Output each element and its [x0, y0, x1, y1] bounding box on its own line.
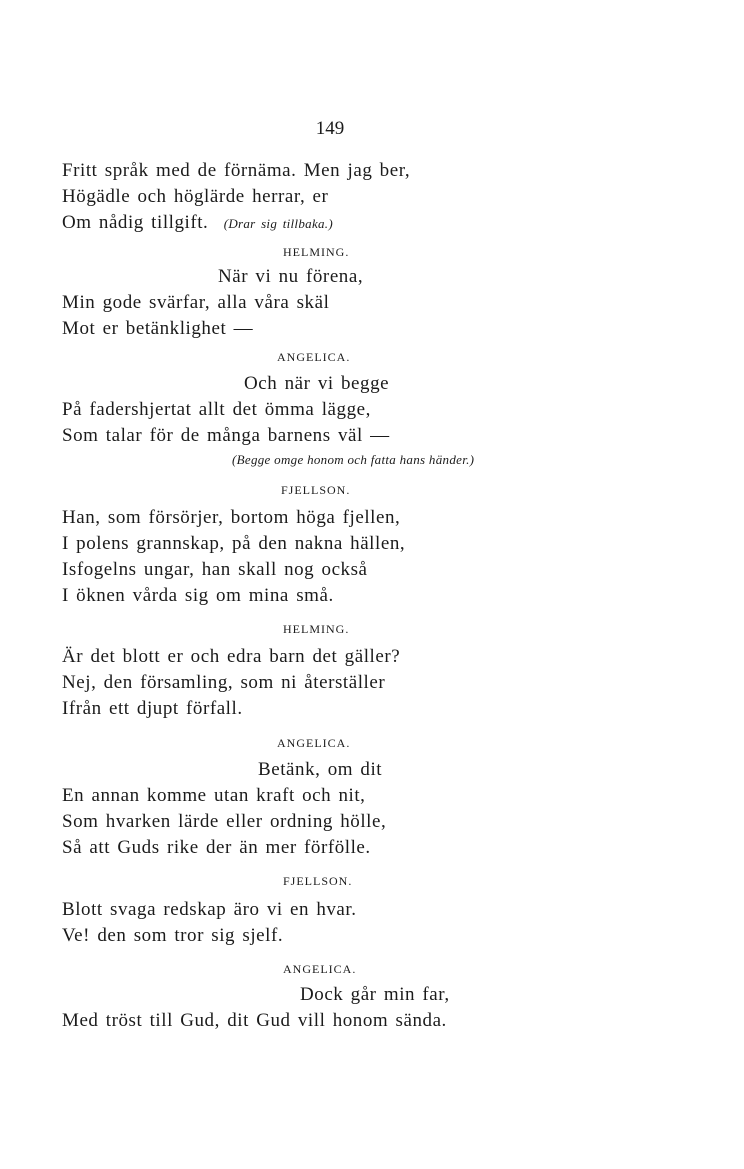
verse-line: En annan komme utan kraft och nit, — [62, 785, 366, 806]
verse-line: I polens grannskap, på den nakna hällen, — [62, 533, 406, 554]
verse-line: Betänk, om dit — [258, 759, 383, 780]
verse-line: Så att Guds rike der än mer förfölle. — [62, 837, 371, 858]
verse-line: Han, som försörjer, bortom höga fjellen, — [62, 507, 401, 528]
verse-line: Isfogelns ungar, han skall nog också — [62, 559, 368, 580]
verse-line: Nej, den församling, som ni återställer — [62, 672, 386, 693]
speaker-name: HELMING. — [283, 622, 350, 636]
speaker-name: FJELLSON. — [281, 483, 351, 497]
verse-line: På fadershjertat allt det ömma lägge, — [62, 399, 371, 420]
verse-line: Är det blott er och edra barn det gäller? — [62, 646, 401, 667]
speaker-name: HELMING. — [283, 245, 350, 259]
verse-line: När vi nu förena, — [218, 266, 364, 287]
verse-line: Som talar för de många barnens väl — — [62, 425, 390, 446]
verse-line: Blott svaga redskap äro vi en hvar. — [62, 899, 357, 920]
verse-line: Med tröst till Gud, dit Gud vill honom sända. — [62, 1010, 447, 1031]
speaker-name: ANGELICA. — [277, 736, 351, 750]
speaker-name: FJELLSON. — [283, 874, 353, 888]
verse-line: Högädle och höglärde herrar, er — [62, 186, 329, 207]
verse-line: Ve! den som tror sig sjelf. — [62, 925, 284, 946]
verse-text: Om nådig tillgift. — [62, 212, 209, 233]
verse-line: Mot er betänklighet — — [62, 318, 254, 339]
page-number: 149 — [315, 118, 345, 139]
speaker-name: ANGELICA. — [277, 350, 351, 364]
stage-direction: (Begge omge honom och fatta hans händer.) — [232, 452, 475, 467]
verse-line: I öknen vårda sig om mina små. — [62, 585, 334, 606]
verse-line: Ifrån ett djupt förfall. — [62, 698, 243, 719]
verse-line: Och när vi begge — [244, 373, 390, 394]
verse-line: Som hvarken lärde eller ordning hölle, — [62, 811, 387, 832]
verse-line: Min gode svärfar, alla våra skäl — [62, 292, 330, 313]
speaker-name: ANGELICA. — [283, 962, 357, 976]
verse-line: Fritt språk med de förnäma. Men jag ber, — [62, 160, 411, 181]
stage-direction: (Drar sig tillbaka.) — [223, 216, 333, 231]
verse-line — [62, 212, 333, 234]
verse-line: Dock går min far, — [300, 984, 450, 1005]
